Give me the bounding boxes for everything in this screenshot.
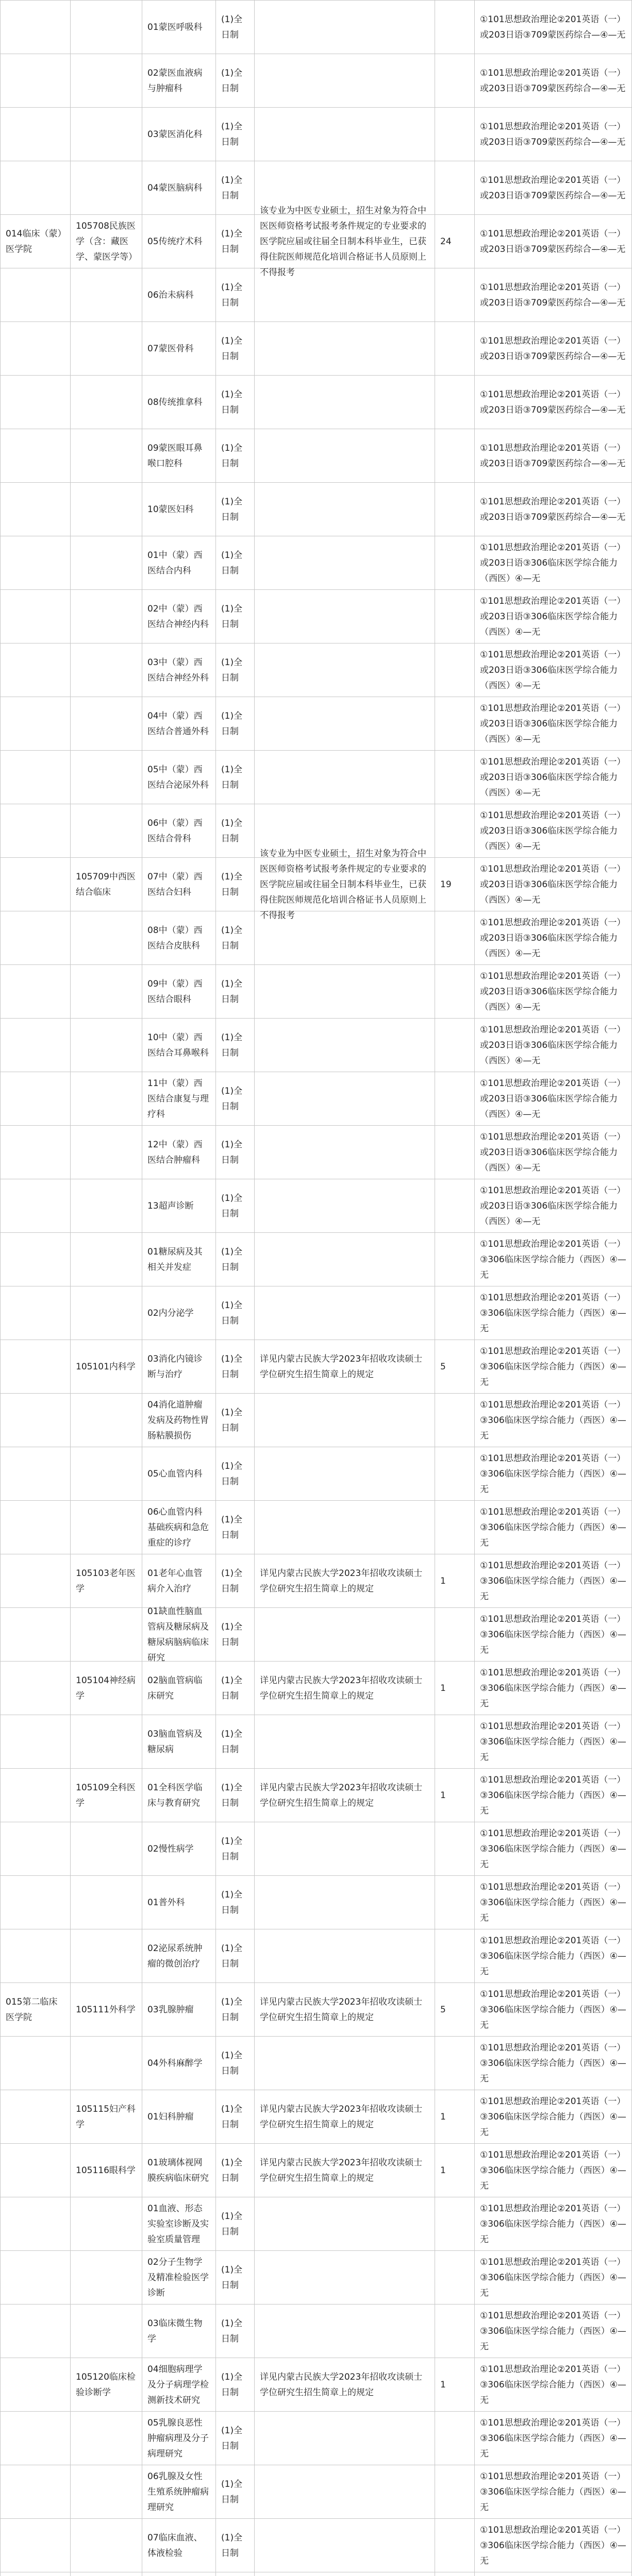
research-direction-cell: 03脑血管病及糖尿病 xyxy=(147,1728,203,1755)
research-direction-cell: 02蒙医血液病与肿瘤科 xyxy=(147,67,203,94)
study-mode-cell: (1)全日制 xyxy=(221,2264,243,2291)
exam-subjects-cell: ①101思想政治理论②201英语（一）③306临床医学综合能力（西医）④—无 xyxy=(480,2257,626,2298)
column-divider xyxy=(0,0,1,2576)
research-direction-cell: 03乳腺肿瘤 xyxy=(147,2004,194,2015)
major-cell: 105101内科学 xyxy=(76,1361,136,1372)
exam-subjects-cell: ①101思想政治理论②201英语（一）或203日语③306临床医学综合能力（西医）④—无 xyxy=(480,971,626,1012)
research-direction-cell: 13超声诊断 xyxy=(147,1200,194,1211)
exam-subjects-cell: ①101思想政治理论②201英语（一）或203日语③306临床医学综合能力（西医）④—无 xyxy=(480,596,626,637)
enrollment-cell: 19 xyxy=(440,879,452,890)
study-mode-cell: (1)全日制 xyxy=(221,1246,243,1273)
exam-subjects-cell: ①101思想政治理论②201英语（一）或203日语③709蒙医药综合—④—无 xyxy=(480,443,626,469)
research-direction-cell: 06心血管内科基础疾病和急危重症的诊疗 xyxy=(147,1506,209,1548)
remarks-cell xyxy=(255,2572,435,2576)
study-mode-cell: (1)全日制 xyxy=(221,1086,243,1112)
exam-subjects-cell: ①101思想政治理论②201英语（一）③306临床医学综合能力（西医）④—无 xyxy=(480,1560,626,1602)
research-direction-cell xyxy=(142,2572,215,2576)
research-direction-cell: 02内分泌学 xyxy=(147,1308,194,1318)
research-direction-cell: 05中（蒙）西医结合泌尿外科 xyxy=(147,764,209,790)
research-direction-cell: 05心血管内科 xyxy=(147,1468,203,1479)
study-mode-cell: (1)全日制 xyxy=(221,2318,243,2344)
remarks-cell: 详见内蒙古民族大学2023年招收攻读硕士学位研究生招生简章上的规定 xyxy=(260,1353,423,1380)
research-direction-cell: 04蒙医脑病科 xyxy=(147,182,203,193)
remarks-cell: 详见内蒙古民族大学2023年招收攻读硕士学位研究生招生简章上的规定 xyxy=(260,1675,423,1701)
research-direction-cell: 03消化内镜诊断与治疗 xyxy=(147,1353,203,1380)
exam-subjects-cell: ①101思想政治理论②201英语（一）③306临床医学综合能力（西医）④—无 xyxy=(480,2364,626,2405)
research-direction-cell: 06治未病科 xyxy=(147,290,194,300)
exam-subjects-cell: ①101思想政治理论②201英语（一）③306临床医学综合能力（西医）④—无 xyxy=(480,1721,626,1762)
study-mode-cell: (1)全日制 xyxy=(221,1728,243,1755)
research-direction-cell: 02脑血管病临床研究 xyxy=(147,1675,203,1701)
study-mode-cell: (1)全日制 xyxy=(221,1675,243,1701)
study-mode-cell: (1)全日制 xyxy=(221,871,243,897)
study-mode-cell: (1)全日制 xyxy=(221,2050,243,2076)
exam-subjects-cell: ①101思想政治理论②201英语（一）或203日语③306临床医学综合能力（西医）④—无 xyxy=(480,863,626,905)
exam-subjects-cell: ①101思想政治理论②201英语（一）③306临床医学综合能力（西医）④—无 xyxy=(480,1667,626,1709)
study-mode-cell: (1)全日制 xyxy=(221,1407,243,1433)
exam-subjects-cell: ①101思想政治理论②201英语（一）或203日语③709蒙医药综合—④—无 xyxy=(480,496,626,522)
study-mode-cell: (1)全日制 xyxy=(221,335,243,362)
study-mode-cell: (1)全日制 xyxy=(221,818,243,844)
research-direction-cell: 04外科麻醉学 xyxy=(147,2058,203,2069)
research-direction-cell: 08中（蒙）西医结合皮肤科 xyxy=(147,925,203,951)
study-mode-cell xyxy=(216,2572,254,2576)
exam-subjects-cell: ①101思想政治理论②201英语（一）或203日语③709蒙医药综合—④—无 xyxy=(480,335,626,362)
major-cell: 105115妇产科学 xyxy=(76,2104,136,2130)
major-cell: 105111外科学 xyxy=(76,2004,136,2015)
exam-subjects-cell: ①101思想政治理论②201英语（一）③306临床医学综合能力（西医）④—无 xyxy=(480,1882,626,1923)
remarks-cell: 详见内蒙古民族大学2023年招收攻读硕士学位研究生招生简章上的规定 xyxy=(260,2371,423,2398)
major-cell: 105104神经病学 xyxy=(76,1675,136,1701)
study-mode-cell: (1)全日制 xyxy=(221,1193,243,1219)
exam-subjects-cell: ①101思想政治理论②201英语（一）或203日语③306临床医学综合能力（西医）④—无 xyxy=(480,1078,626,1120)
study-mode-cell: (1)全日制 xyxy=(221,2479,243,2505)
research-direction-cell: 05传统疗术科 xyxy=(147,236,203,247)
exam-subjects-cell: ①101思想政治理论②201英语（一）③306临床医学综合能力（西医）④—无 xyxy=(480,2310,626,2352)
research-direction-cell: 01缺血性脑血管病及糖尿病及糖尿病脑病临床研究 xyxy=(147,1606,209,1663)
enrollment-cell: 1 xyxy=(440,1575,446,1586)
research-direction-cell: 01妇科肿瘤 xyxy=(147,2111,194,2122)
college-cell: 015第二临床医学院 xyxy=(6,1996,58,2023)
research-direction-cell: 07临床血液、体液检验 xyxy=(147,2532,203,2558)
study-mode-cell: (1)全日制 xyxy=(221,1032,243,1058)
major-cell: 105708民族医学（含：藏医学、蒙医学等） xyxy=(76,221,137,262)
major-cell: 105109全科医学 xyxy=(76,1782,136,1808)
remarks-cell: 该专业为中医专业硕士，招生对象为符合中医医师资格考试报考条件规定的专业要求的医学院应届或往届全日制本科毕业生，已获得住院医师规范化培训合格证书人员原则上不得报考 xyxy=(260,205,426,278)
study-mode-cell: (1)全日制 xyxy=(221,67,243,94)
remarks-cell: 详见内蒙古民族大学2023年招收攻读硕士学位研究生招生简章上的规定 xyxy=(260,2157,423,2183)
research-direction-cell: 11中（蒙）西医结合康复与理疗科 xyxy=(147,1078,209,1120)
exam-subjects-cell: ①101思想政治理论②201英语（一）或203日语③306临床医学综合能力（西医）④—无 xyxy=(480,1185,626,1227)
exam-subjects-cell: ①101思想政治理论②201英语（一）或203日语③306临床医学综合能力（西医）④—无 xyxy=(480,703,626,744)
research-direction-cell: 04中（蒙）西医结合普通外科 xyxy=(147,710,209,737)
study-mode-cell: (1)全日制 xyxy=(221,603,243,630)
remarks-cell: 该专业为中医专业硕士，招生对象为符合中医医师资格考试报考条件规定的专业要求的医学院应届或往届全日制本科毕业生，已获得住院医师规范化培训合格证书人员原则上不得报考 xyxy=(260,848,426,921)
study-mode-cell: (1)全日制 xyxy=(221,764,243,790)
study-mode-cell: (1)全日制 xyxy=(221,2371,243,2398)
study-mode-cell: (1)全日制 xyxy=(221,1139,243,1165)
study-mode-cell: (1)全日制 xyxy=(221,121,243,147)
study-mode-cell: (1)全日制 xyxy=(221,228,243,255)
exam-subjects-cell: ①101思想政治理论②201英语（一）或203日语③709蒙医药综合—④—无 xyxy=(480,67,626,94)
research-direction-cell: 05乳腺良恶性肿瘤病理及分子病理研究 xyxy=(147,2417,209,2459)
research-direction-cell: 01中（蒙）西医结合内科 xyxy=(147,550,203,576)
study-mode-cell: (1)全日制 xyxy=(221,443,243,469)
research-direction-cell: 04消化道肿瘤发病及药物性胃肠粘膜损伤 xyxy=(147,1399,209,1441)
research-direction-cell: 10中（蒙）西医结合耳鼻喉科 xyxy=(147,1032,209,1058)
exam-subjects-cell: ①101思想政治理论②201英语（一）③306临床医学综合能力（西医）④—无 xyxy=(480,1774,626,1816)
enrollment-cell: 5 xyxy=(440,1361,446,1372)
study-mode-cell: (1)全日制 xyxy=(221,1996,243,2023)
exam-subjects-cell: ①101思想政治理论②201英语（一）或203日语③306临床医学综合能力（西医）④—无 xyxy=(480,649,626,691)
exam-subjects-cell: ①101思想政治理论②201英语（一）或203日语③709蒙医药综合—④—无 xyxy=(480,282,626,308)
enrollment-cell: 1 xyxy=(440,2379,446,2390)
exam-subjects-cell: ①101思想政治理论②201英语（一）③306临床医学综合能力（西医）④—无 xyxy=(480,1614,626,1655)
exam-subjects-cell: ①101思想政治理论②201英语（一）或203日语③306临床医学综合能力（西医）④—无 xyxy=(480,917,626,959)
study-mode-cell: (1)全日制 xyxy=(221,978,243,1005)
research-direction-cell: 06中（蒙）西医结合骨科 xyxy=(147,818,203,844)
major-cell: 105120临床检验诊断学 xyxy=(76,2371,136,2398)
study-mode-cell: (1)全日制 xyxy=(221,1300,243,1326)
research-direction-cell: 07蒙医骨科 xyxy=(147,343,194,354)
research-direction-cell: 03临床微生物学 xyxy=(147,2318,203,2344)
exam-subjects-cell: ①101思想政治理论②201英语（一）或203日语③306临床医学综合能力（西医）④—无 xyxy=(480,756,626,798)
research-direction-cell: 03蒙医消化科 xyxy=(147,129,203,140)
research-direction-cell: 06乳腺及女性生殖系统肿瘤病理研究 xyxy=(147,2471,209,2513)
enrollment-cell: 1 xyxy=(440,2165,446,2176)
study-mode-cell: (1)全日制 xyxy=(221,1621,243,1648)
enrollment-cell: 1 xyxy=(440,2111,446,2122)
exam-subjects-cell: ①101思想政治理论②201英语（一）或203日语③709蒙医药综合—④—无 xyxy=(480,121,626,147)
major-cell: 105116眼科学 xyxy=(76,2165,136,2176)
exam-subjects-cell: ①101思想政治理论②201英语（一）③306临床医学综合能力（西医）④—无 xyxy=(480,1453,626,1495)
research-direction-cell: 01全科医学临床与教育研究 xyxy=(147,1782,203,1808)
research-direction-cell: 02慢性病学 xyxy=(147,1843,194,1854)
exam-subjects-cell: ①101思想政治理论②201英语（一）③306临床医学综合能力（西医）④—无 xyxy=(480,1828,626,1870)
research-direction-cell: 12中（蒙）西医结合肿瘤科 xyxy=(147,1139,203,1165)
exam-subjects-cell: ①101思想政治理论②201英语（一）③306临床医学综合能力（西医）④—无 xyxy=(480,2149,626,2191)
research-direction-cell: 09蒙医眼耳鼻喉口腔科 xyxy=(147,443,203,469)
exam-subjects-cell: ①101思想政治理论②201英语（一）③306临床医学综合能力（西医）④—无 xyxy=(480,2471,626,2513)
study-mode-cell: (1)全日制 xyxy=(221,1889,243,1916)
study-mode-cell: (1)全日制 xyxy=(221,1782,243,1808)
study-mode-cell: (1)全日制 xyxy=(221,2532,243,2558)
research-direction-cell: 01血液、形态实验室诊断及实验室质量管理 xyxy=(147,2203,209,2245)
exam-subjects-cell: ①101思想政治理论②201英语（一）或203日语③709蒙医药综合—④—无 xyxy=(480,14,626,40)
study-mode-cell: (1)全日制 xyxy=(221,2425,243,2451)
college-cell: 014临床（蒙）医学院 xyxy=(6,228,62,255)
exam-subjects-cell: ①101思想政治理论②201英语（一）③306临床医学综合能力（西医）④—无 xyxy=(480,2417,626,2459)
study-mode-cell: (1)全日制 xyxy=(221,2104,243,2130)
study-mode-cell: (1)全日制 xyxy=(221,1943,243,1969)
exam-subjects-cell: ①101思想政治理论②201英语（一）③306临床医学综合能力（西医）④—无 xyxy=(480,2096,626,2138)
study-mode-cell: (1)全日制 xyxy=(221,1836,243,1862)
enrollment-cell: 1 xyxy=(440,1790,446,1801)
exam-subjects-cell: ①101思想政治理论②201英语（一）③306临床医学综合能力（西医）④—无 xyxy=(480,1346,626,1387)
exam-subjects-cell: ①101思想政治理论②201英语（一）③306临床医学综合能力（西医）④—无 xyxy=(480,2042,626,2084)
study-mode-cell: (1)全日制 xyxy=(221,1568,243,1594)
study-mode-cell: (1)全日制 xyxy=(221,1353,243,1380)
study-mode-cell: (1)全日制 xyxy=(221,389,243,415)
exam-subjects-cell: ①101思想政治理论②201英语（一）③306临床医学综合能力（西医）④—无 xyxy=(480,1989,626,2030)
major-cell: 105709中西医结合临床 xyxy=(76,871,136,897)
exam-subjects-cell: ①101思想政治理论②201英语（一）③306临床医学综合能力（西医）④—无 xyxy=(480,2524,626,2566)
exam-subjects-cell: ①101思想政治理论②201英语（一）③306临床医学综合能力（西医）④—无 xyxy=(480,2203,626,2245)
study-mode-cell: (1)全日制 xyxy=(221,1461,243,1487)
research-direction-cell: 10蒙医妇科 xyxy=(147,504,194,515)
exam-subjects-cell: ①101思想政治理论②201英语（一）③306临床医学综合能力（西医）④—无 xyxy=(480,1399,626,1441)
exam-subjects-cell: ①101思想政治理论②201英语（一）或203日语③306临床医学综合能力（西医）④—无 xyxy=(480,1024,626,1066)
study-mode-cell: (1)全日制 xyxy=(221,2211,243,2237)
exam-subjects-cell: ①101思想政治理论②201英语（一）或203日语③709蒙医药综合—④—无 xyxy=(480,389,626,415)
major-cell xyxy=(71,2572,142,2576)
study-mode-cell: (1)全日制 xyxy=(221,282,243,308)
study-mode-cell: (1)全日制 xyxy=(221,925,243,951)
study-mode-cell: (1)全日制 xyxy=(221,496,243,522)
exam-subjects-cell xyxy=(475,2572,631,2576)
research-direction-cell: 03中（蒙）西医结合神经外科 xyxy=(147,657,209,683)
remarks-cell: 详见内蒙古民族大学2023年招收攻读硕士学位研究生招生简章上的规定 xyxy=(260,1996,423,2023)
study-mode-cell: (1)全日制 xyxy=(221,710,243,737)
research-direction-cell: 02泌尿系统肿瘤的微创治疗 xyxy=(147,1943,203,1969)
enrollment-cell: 5 xyxy=(440,2004,446,2015)
remarks-cell: 详见内蒙古民族大学2023年招收攻读硕士学位研究生招生简章上的规定 xyxy=(260,1782,423,1808)
research-direction-cell: 04细胞病理学及分子病理学检测新技术研究 xyxy=(147,2364,209,2405)
major-cell: 105103老年医学 xyxy=(76,1568,136,1594)
study-mode-cell: (1)全日制 xyxy=(221,14,243,40)
exam-subjects-cell: ①101思想政治理论②201英语（一）或203日语③709蒙医药综合—④—无 xyxy=(480,175,626,201)
remarks-cell: 详见内蒙古民族大学2023年招收攻读硕士学位研究生招生简章上的规定 xyxy=(260,2104,423,2130)
exam-subjects-cell: ①101思想政治理论②201英语（一）或203日语③709蒙医药综合—④—无 xyxy=(480,228,626,255)
study-mode-cell: (1)全日制 xyxy=(221,2157,243,2183)
research-direction-cell: 07中（蒙）西医结合妇科 xyxy=(147,871,203,897)
enrollment-cell: 1 xyxy=(440,1683,446,1693)
exam-subjects-cell: ①101思想政治理论②201英语（一）③306临床医学综合能力（西医）④—无 xyxy=(480,1935,626,1977)
study-mode-cell: (1)全日制 xyxy=(221,1514,243,1540)
study-mode-cell: (1)全日制 xyxy=(221,175,243,201)
remarks-cell: 详见内蒙古民族大学2023年招收攻读硕士学位研究生招生简章上的规定 xyxy=(260,1568,423,1594)
study-mode-cell: (1)全日制 xyxy=(221,550,243,576)
exam-subjects-cell: ①101思想政治理论②201英语（一）③306临床医学综合能力（西医）④—无 xyxy=(480,1506,626,1548)
exam-subjects-cell: ①101思想政治理论②201英语（一）③306临床医学综合能力（西医）④—无 xyxy=(480,1292,626,1334)
research-direction-cell: 02中（蒙）西医结合神经内科 xyxy=(147,603,209,630)
research-direction-cell: 02分子生物学及精准检验医学诊断 xyxy=(147,2257,209,2298)
enrollment-cell xyxy=(435,2572,474,2576)
research-direction-cell: 01糖尿病及其相关并发症 xyxy=(147,1246,203,1273)
exam-subjects-cell: ①101思想政治理论②201英语（一）或203日语③306临床医学综合能力（西医）④—无 xyxy=(480,542,626,584)
research-direction-cell: 01老年心血管病介入治疗 xyxy=(147,1568,203,1594)
study-mode-cell: (1)全日制 xyxy=(221,657,243,683)
research-direction-cell: 01蒙医呼吸科 xyxy=(147,22,203,32)
research-direction-cell: 01普外科 xyxy=(147,1897,185,1908)
research-direction-cell: 08传统推拿科 xyxy=(147,397,203,408)
exam-subjects-cell: ①101思想政治理论②201英语（一）或203日语③306临床医学综合能力（西医）④—无 xyxy=(480,810,626,852)
exam-subjects-cell: ①101思想政治理论②201英语（一）或203日语③306临床医学综合能力（西医）④—无 xyxy=(480,1131,626,1173)
research-direction-cell: 09中（蒙）西医结合眼科 xyxy=(147,978,203,1005)
exam-subjects-cell: ①101思想政治理论②201英语（一）③306临床医学综合能力（西医）④—无 xyxy=(480,1239,626,1280)
research-direction-cell: 01玻璃体视网膜疾病临床研究 xyxy=(147,2157,209,2183)
enrollment-cell: 24 xyxy=(440,236,452,247)
